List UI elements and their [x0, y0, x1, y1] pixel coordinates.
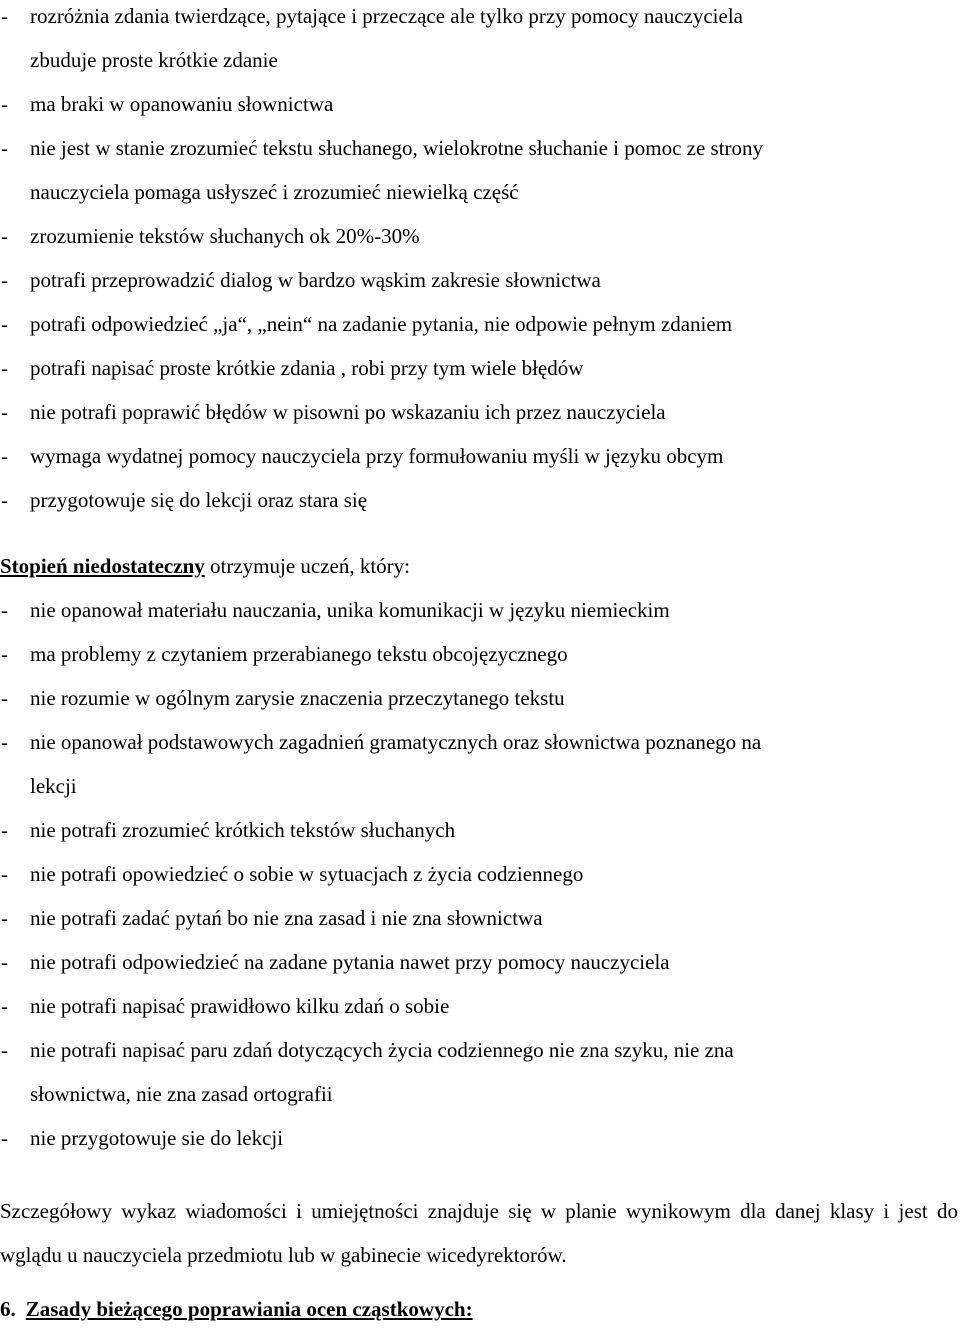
bullet-dash: -	[1, 224, 8, 248]
list-item-text: nie potrafi zrozumieć krótkich tekstów słuchanych	[30, 818, 456, 842]
list-item	[0, 896, 960, 940]
list-item	[0, 984, 960, 1028]
list-item-text: rozróżnia zdania twierdzące, pytające i przeczące ale tylko przy pomocy nauczyciela	[30, 4, 743, 28]
bullet-dash: -	[1, 1126, 8, 1150]
list-item-text: nie jest w stanie zrozumieć tekstu słuchanego, wielokrotne słuchanie i pomoc ze strony	[30, 136, 764, 160]
section-number: 6.	[0, 1297, 16, 1321]
list-item-text: nie opanował materiału nauczania, unika komunikacji w języku niemieckim	[30, 598, 670, 622]
list-item-text: nie potrafi odpowiedzieć na zadane pytania nawet przy pomocy nauczyciela	[30, 950, 670, 974]
list-item	[0, 126, 960, 214]
list-item	[0, 852, 960, 896]
list-item	[0, 588, 960, 632]
section-title: Zasady bieżącego poprawiania ocen cząstkowych:	[25, 1297, 473, 1321]
list-item-text: nie potrafi zadać pytań bo nie zna zasad i nie zna słownictwa	[30, 906, 543, 930]
list-item-text: nie przygotowuje sie do lekcji	[30, 1126, 284, 1150]
list-item	[0, 82, 960, 126]
list-item-text: ma problemy z czytaniem przerabianego tekstu obcojęzycznego	[30, 642, 568, 666]
list-item-text: ma braki w opanowaniu słownictwa	[30, 92, 334, 116]
bullet-dash: -	[1, 1038, 8, 1062]
list-item-text: nie potrafi napisać prawidłowo kilku zdań o sobie	[30, 994, 450, 1018]
grade-description: otrzymuje uczeń, który:	[204, 554, 411, 578]
criteria-list-lower	[0, 588, 960, 1160]
list-item-text: nie potrafi poprawić błędów w pisowni po wskazaniu ich przez nauczyciela	[30, 400, 666, 424]
bullet-dash: -	[1, 4, 8, 28]
list-item	[0, 676, 960, 720]
footer-paragraph: Szczegółowy wykaz wiadomości i umiejętności znajduje się w planie wynikowym dla danej klasy i jest do wglądu u nauczyciela przedmiotu lub w gabinecie wicedyrektorów.	[0, 1199, 958, 1267]
list-item-text: zrozumienie tekstów słuchanych ok 20%-30%	[30, 224, 420, 248]
bullet-dash: -	[1, 136, 8, 160]
bullet-dash: -	[1, 906, 8, 930]
list-item-text-continued: nauczyciela pomaga usłyszeć i zrozumieć niewielką część	[30, 180, 519, 204]
list-item-text: nie potrafi napisać paru zdań dotyczących życia codziennego nie zna szyku, nie zna	[30, 1038, 734, 1062]
list-item	[0, 720, 960, 808]
bullet-dash: -	[1, 488, 8, 512]
grade-heading	[0, 544, 410, 588]
bullet-dash: -	[1, 686, 8, 710]
list-item-text-continued: zbuduje proste krótkie zdanie	[30, 48, 278, 72]
list-item	[0, 434, 960, 478]
bullet-dash: -	[1, 312, 8, 336]
bullet-dash: -	[1, 950, 8, 974]
list-item-text: nie potrafi opowiedzieć o sobie w sytuacjach z życia codziennego	[30, 862, 584, 886]
grade-name: Stopień niedostateczny	[0, 554, 205, 578]
list-item	[0, 1028, 960, 1116]
list-item	[0, 0, 960, 82]
list-item-text: nie opanował podstawowych zagadnień gramatycznych oraz słownictwa poznanego na	[30, 730, 762, 754]
bullet-dash: -	[1, 268, 8, 292]
list-item-text: potrafi przeprowadzić dialog w bardzo wąskim zakresie słownictwa	[30, 268, 601, 292]
list-item-text-continued: słownictwa, nie zna zasad ortografii	[30, 1082, 333, 1106]
bullet-dash: -	[1, 642, 8, 666]
section-heading	[0, 1289, 473, 1329]
bullet-dash: -	[1, 400, 8, 424]
list-item-text: nie rozumie w ogólnym zarysie znaczenia przeczytanego tekstu	[30, 686, 565, 710]
list-item	[0, 214, 960, 258]
list-item-text-continued: lekcji	[30, 774, 77, 798]
list-item	[0, 808, 960, 852]
list-item	[0, 1116, 960, 1160]
bullet-dash: -	[1, 356, 8, 380]
list-item-text: potrafi odpowiedzieć „ja“, „nein“ na zadanie pytania, nie odpowie pełnym zdaniem	[30, 312, 733, 336]
bullet-dash: -	[1, 862, 8, 886]
bullet-dash: -	[1, 994, 8, 1018]
list-item-text: przygotowuje się do lekcji oraz stara się	[30, 488, 368, 512]
list-item	[0, 478, 960, 522]
list-item	[0, 258, 960, 302]
bullet-dash: -	[1, 92, 8, 116]
list-item	[0, 940, 960, 984]
bullet-dash: -	[1, 598, 8, 622]
bullet-dash: -	[1, 444, 8, 468]
criteria-list-upper	[0, 0, 960, 522]
list-item-text: wymaga wydatnej pomocy nauczyciela przy formułowaniu myśli w języku obcym	[30, 444, 724, 468]
bullet-dash: -	[1, 730, 8, 754]
list-item	[0, 346, 960, 390]
list-item	[0, 632, 960, 676]
list-item	[0, 390, 960, 434]
list-item	[0, 302, 960, 346]
bullet-dash: -	[1, 818, 8, 842]
list-item-text: potrafi napisać proste krótkie zdania , robi przy tym wiele błędów	[30, 356, 584, 380]
